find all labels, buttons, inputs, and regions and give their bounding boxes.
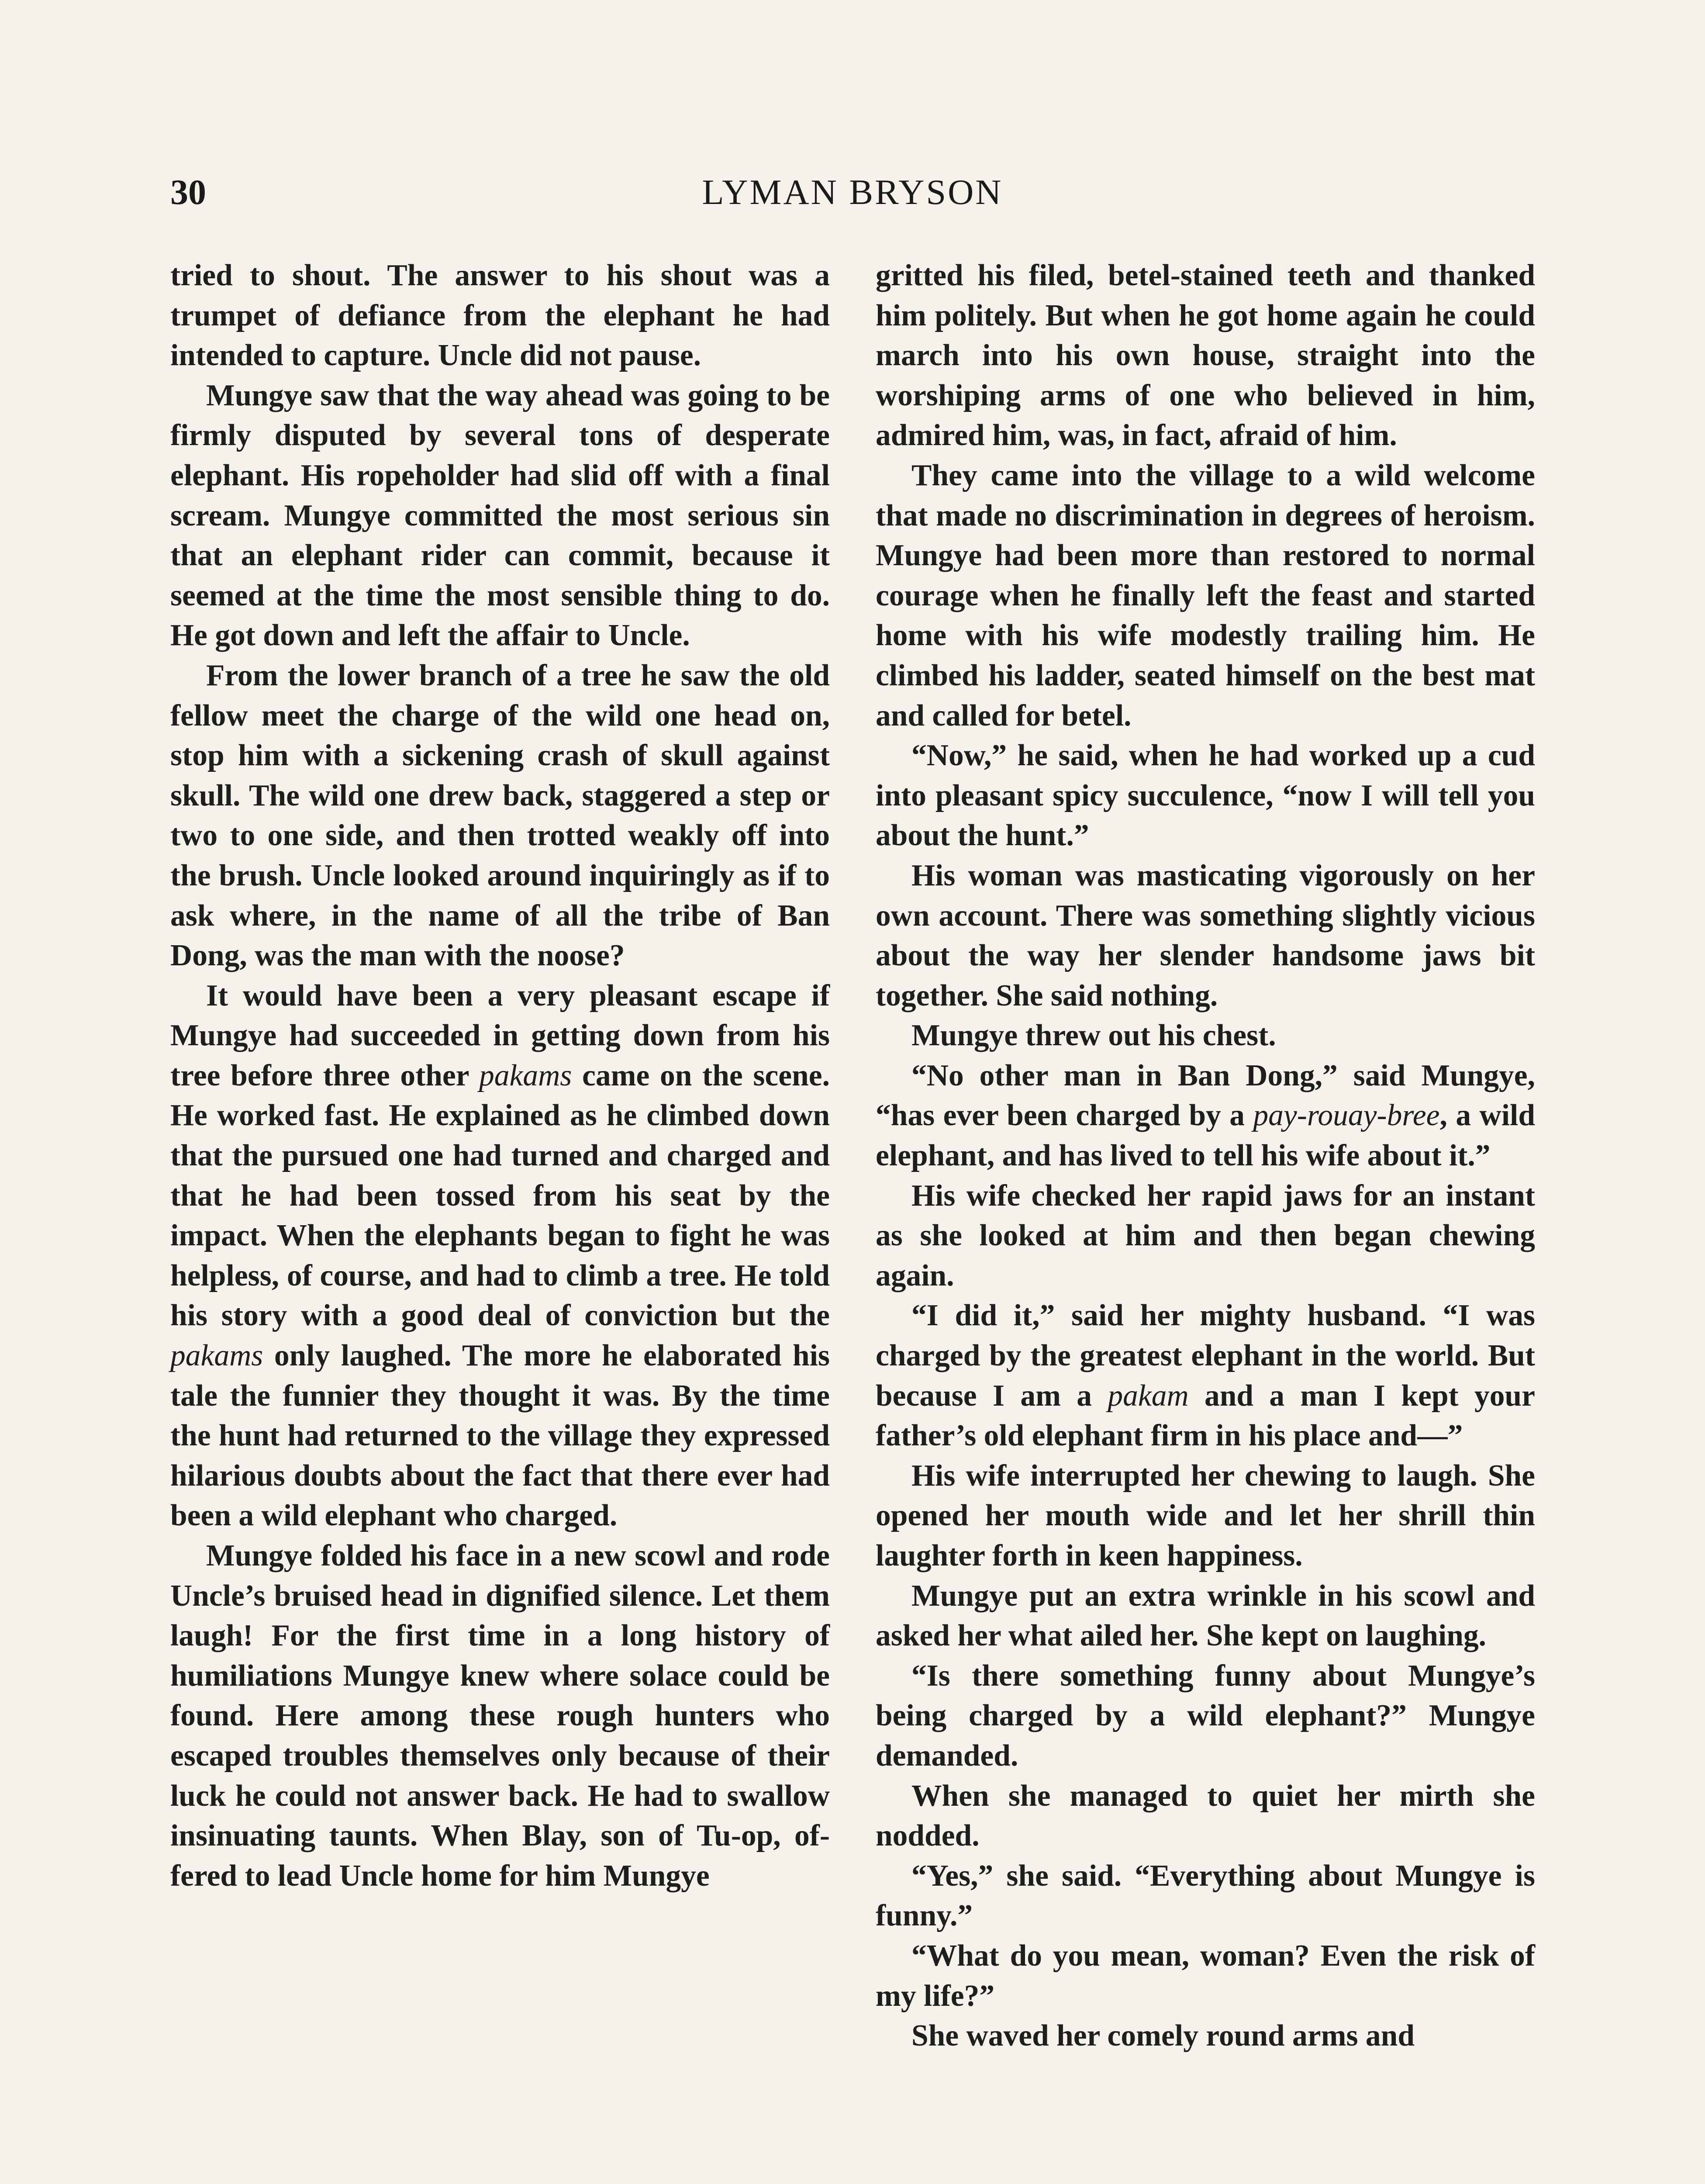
page-header — [170, 168, 1535, 216]
paragraph: She waved her comely round arms and — [911, 2019, 1415, 2053]
paragraph: His wife checked her rapid jaws for an instant as she looked at him and then began chewing again. — [876, 1178, 1535, 1292]
paragraph: “What do you mean, woman? Even the risk of my life?” — [876, 1939, 1535, 2013]
paragraph: “Is there something funny about Mungye’s being charged by a wild elephant?” Mungye demanded. — [876, 1659, 1535, 1773]
paragraph: When she managed to quiet her mirth she nodded. — [876, 1779, 1535, 1853]
text-columns — [170, 256, 1535, 2184]
paragraph: His wife interrupted her chewing to laugh. She opened her mouth wide and let her shrill thin laughter forth in keen happiness. — [876, 1458, 1535, 1572]
paragraph: Mungye put an extra wrinkle in his scowl and asked her what ailed her. She kept on laughing. — [876, 1579, 1535, 1653]
right-column — [876, 256, 1535, 2184]
paragraph: Mungye threw out his chest. — [911, 1019, 1276, 1053]
paragraph: Mungye saw that the way ahead was going to be firmly disputed by several tons of desperate elephant. His ropeholder had slid off with a final scream. Mungye committed the most serious sin that an elephant rider can commit, because it seemed at the time the most sensible thing to do. He got down and left the affair to Uncle. — [170, 378, 830, 653]
running-head: LYMAN BRYSON — [702, 172, 1003, 212]
paragraph: “Yes,” she said. “Everything about Mungye is funny.” — [876, 1859, 1535, 1933]
paragraph: His woman was masticating vigorously on her own account. There was something slightly vicious about the way her slender handsome jaws bit together. She said nothing. — [876, 858, 1535, 1013]
paragraph: Mungye folded his face in a new scowl and rode Uncle’s bruised head in dignified silence. Let them laugh! For the first time in a long history of humiliations Mungye knew where solace could be found. Here among these rough hunters who escaped troubles themselves only because of their luck he could not answer back. He had to swallow insinuating taunts. When Blay, son of Tu-op, offered to lead Uncle home for him Mungye — [170, 1539, 830, 1893]
paragraph: From the lower branch of a tree he saw the old fellow meet the charge of the wild one head on, stop him with a sickening crash of skull against skull. The wild one drew back, staggered a step or two to one side, and then trotted weakly off into the brush. Uncle looked around inquiringly as if to ask where, in the name of all the tribe of Ban Dong, was the man with the noose? — [170, 658, 830, 973]
paragraph: “No other man in Ban Dong,” said Mungye, “has ever been charged by a pay-rouay-bree, a wild elephant, and has lived to tell his wife about it.” — [876, 1058, 1535, 1173]
paragraph: “Now,” he said, when he had worked up a cud into pleasant spicy succulence, “now I will tell you about the hunt.” — [876, 739, 1535, 853]
paragraph: They came into the village to a wild welcome that made no discrimination in degrees of heroism. Mungye had been more than restored to normal courage when he finally left the feast and started home with his wife modestly trailing him. He climbed his ladder, seated himself on the best mat and called for betel. — [876, 458, 1535, 733]
left-column — [170, 256, 830, 2184]
paragraph: It would have been a very pleasant escape if Mungye had succeeded in getting down from his tree before three other pakams came on the scene. He worked fast. He explained as he climbed down that the pursued one had turned and charged and that he had been tossed from his seat by the impact. When the elephants began to fight he was helpless, of course, and had to climb a tree. He told his story with a good deal of conviction but the pakams only laughed. The more he elaborated his tale the funnier they thought it was. By the time the hunt had returned to the village they expressed hilarious doubts about the fact that there ever had been a wild elephant who charged. — [170, 978, 830, 1533]
page-number: 30 — [170, 172, 206, 212]
paragraph: gritted his filed, betel-stained teeth and thanked him politely. But when he got home again he could march into his own house, straight into the worshiping arms of one who believed in him, admired him, was, in fact, afraid of him. — [876, 259, 1535, 453]
paragraph: tried to shout. The answer to his shout was a trumpet of defiance from the elephant he had intended to capture. Uncle did not pause. — [170, 259, 830, 373]
paragraph: “I did it,” said her mighty husband. “I was charged by the greatest elephant in the world. But because I am a pakam and a man I kept your father’s old elephant firm in his place and—” — [876, 1299, 1535, 1453]
